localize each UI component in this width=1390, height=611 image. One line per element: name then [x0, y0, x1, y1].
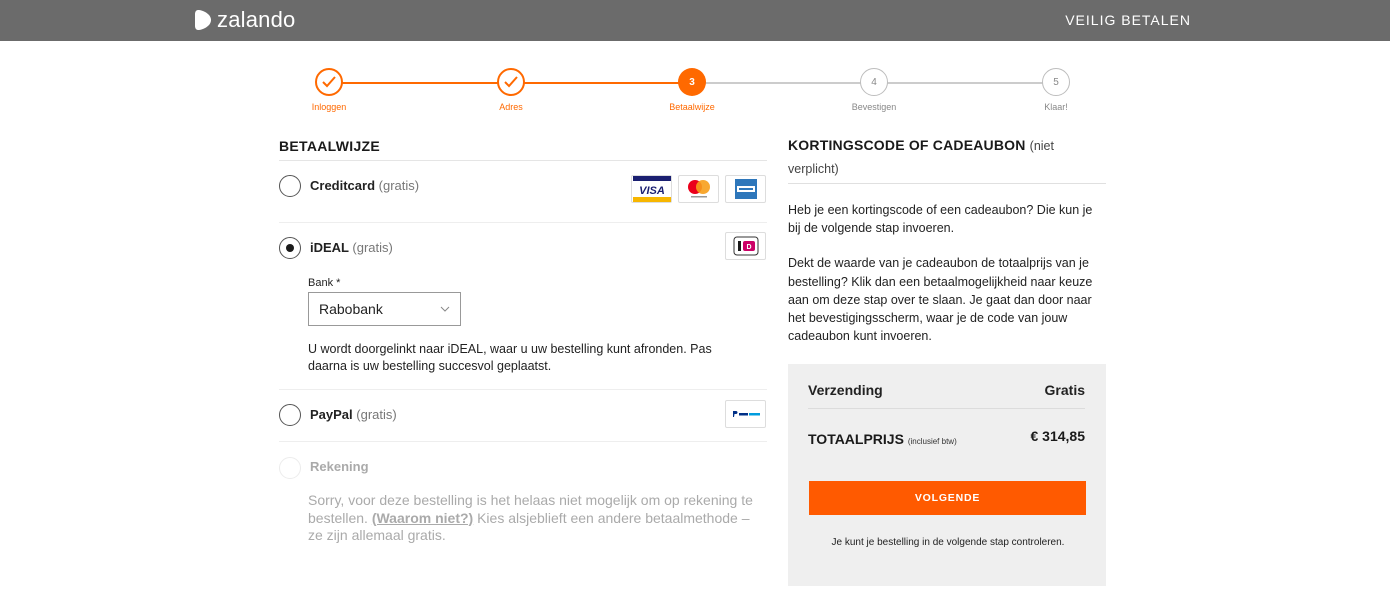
- total-label-text: TOTAALPRIJS: [808, 431, 904, 447]
- paypal-radio[interactable]: [279, 404, 301, 426]
- step-number: 4: [860, 68, 888, 96]
- discount-optional: (niet verplicht): [788, 139, 1054, 176]
- shipping-row: [808, 382, 1085, 409]
- method-name: PayPal: [310, 407, 353, 422]
- step-number: 5: [1042, 68, 1070, 96]
- step-confirm: [824, 68, 924, 112]
- step-login[interactable]: [279, 68, 379, 112]
- total-label: [808, 428, 968, 453]
- step-label: Betaalwijze: [669, 102, 715, 112]
- discount-title: [788, 133, 1106, 184]
- svg-text:VISA: VISA: [638, 185, 665, 197]
- step-label: Klaar!: [1044, 102, 1068, 112]
- chevron-down-icon: [440, 306, 450, 312]
- top-bar: [0, 0, 1390, 41]
- american-express-icon: [725, 175, 766, 203]
- brand-name: zalando: [217, 7, 296, 32]
- next-note: Je kunt je bestelling in de volgende stap controleren.: [831, 537, 1065, 548]
- order-summary: [788, 364, 1106, 586]
- why-not-link[interactable]: (Waarom niet?): [371, 509, 474, 526]
- creditcard-label: [310, 178, 419, 193]
- rekening-info-part: Sorry, voor deze bestelling is het helaas niet mogelijk om op rekening te bestellen.: [308, 492, 753, 526]
- mastercard-icon: [678, 175, 719, 203]
- zalando-logo-icon: [194, 9, 214, 31]
- step-label: Bevestigen: [851, 102, 897, 112]
- paypal-label: [310, 407, 397, 422]
- step-circle: [497, 68, 525, 96]
- rekening-radio: [279, 457, 301, 479]
- step-done: [1006, 68, 1106, 112]
- method-name: Creditcard: [310, 178, 376, 193]
- step-circle: [315, 68, 343, 96]
- bank-select-value: Rabobank: [319, 301, 383, 317]
- rekening-info-text: [308, 492, 768, 545]
- total-value: € 314,85: [1030, 428, 1085, 444]
- svg-text:D: D: [745, 244, 752, 251]
- shipping-value: Gratis: [1044, 382, 1085, 398]
- ideal-icon: [725, 232, 766, 260]
- step-number: 3: [678, 68, 706, 96]
- bank-label: Bank *: [308, 277, 341, 289]
- discount-text: Dekt de waarde van je cadeaubon de totaalprijs van je bestelling? Klik dan een betaalmogelijkheid naar keuze aan om deze stap over te slaan. Je gaat dan door naar het bevestigingsscherm, waar je de code van jouw cadeaubon kunt invoeren.: [788, 256, 1093, 344]
- rekening-label: Rekening: [310, 459, 369, 474]
- total-note: (inclusief btw): [907, 437, 957, 446]
- payment-option-creditcard[interactable]: [279, 161, 767, 223]
- paypal-icon: [725, 400, 766, 428]
- check-icon: [322, 76, 336, 88]
- ideal-info-text: U wordt doorgelinkt naar iDEAL, waar u uw bestelling kunt afronden. Pas daarna is uw bestelling succesvol geplaatst.: [308, 342, 712, 373]
- ideal-radio[interactable]: [279, 237, 301, 259]
- step-address[interactable]: [461, 68, 561, 112]
- check-icon: [504, 76, 518, 88]
- payment-title: BETAALWIJZE: [279, 133, 767, 161]
- checkout-stepper: [300, 68, 1090, 116]
- method-name: iDEAL: [310, 240, 349, 255]
- step-label: Inloggen: [311, 102, 347, 112]
- method-fee: (gratis): [356, 407, 397, 422]
- zalando-logo[interactable]: [194, 8, 295, 32]
- ideal-label: [310, 240, 393, 255]
- next-button[interactable]: VOLGENDE: [809, 481, 1086, 515]
- payment-section: [279, 133, 767, 553]
- visa-icon: [631, 175, 672, 203]
- creditcard-radio[interactable]: [279, 175, 301, 197]
- secure-payment-label: VEILIG BETALEN: [1065, 12, 1191, 28]
- step-label: Adres: [499, 102, 523, 112]
- method-fee: (gratis): [352, 240, 393, 255]
- discount-section: [788, 133, 1106, 345]
- bank-select[interactable]: [308, 292, 461, 326]
- shipping-label: Verzending: [808, 382, 883, 398]
- discount-title-text: KORTINGSCODE OF CADEAUBON: [788, 137, 1026, 153]
- step-payment: [642, 68, 742, 112]
- discount-text: Heb je een kortingscode of een cadeaubon? Die kun je bij de volgende stap invoeren.: [788, 203, 1093, 236]
- payment-option-paypal[interactable]: [279, 390, 767, 442]
- method-fee: (gratis): [378, 178, 420, 193]
- rekening-info-part: Kies alsjeblieft een andere betaalmethode – ze zijn allemaal gratis.: [308, 509, 750, 543]
